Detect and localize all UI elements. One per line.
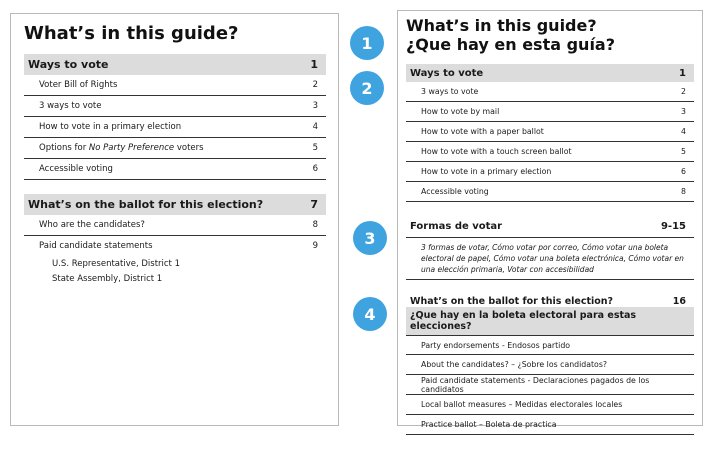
toc-item-page: 8 [312,219,318,230]
toc-item: About the candidates? – ¿Sobre los candidatos? [406,355,694,375]
toc-item [24,159,326,180]
toc-item-page: 5 [681,147,686,157]
right-guide-title-es: ¿Que hay en esta guía? [406,34,615,54]
toc-item-page: 6 [681,167,686,177]
left-section-ballot [24,194,326,215]
left-section-ways-to-vote [24,54,326,75]
toc-item-page: 2 [312,79,318,90]
toc-item-page: 5 [312,142,318,153]
toc-item-label: Accessible voting [39,163,113,174]
toc-item-label: Voter Bill of Rights [39,79,118,90]
step-badge-3: 3 [353,221,387,255]
section-label: What’s on the ballot for this election? [410,296,614,308]
toc-item [406,122,694,142]
step-badge-2: 2 [350,71,384,105]
toc-item-label [39,143,204,153]
toc-item-page: 6 [312,163,318,174]
toc-item-label-pre: Options for [39,142,89,153]
toc-item-page: 3 [312,100,318,111]
section-page: 1 [310,57,318,71]
section-label: Ways to vote [28,57,109,71]
original-guide-panel [10,13,339,426]
toc-item [24,96,326,117]
toc-item-label: How to vote in a primary election [39,121,182,132]
toc-item-label-post: voters [174,142,204,153]
toc-subitem: U.S. Representative, District 1 [52,259,180,270]
toc-item: Local ballot measures – Medidas electorales locales [406,395,694,415]
toc-item-label: Paid candidate statements [39,241,153,252]
toc-item-page: 8 [681,187,686,197]
toc-item-label: How to vote with a touch screen ballot [421,147,572,157]
toc-item [24,138,326,159]
toc-item [24,215,326,236]
section-page: 16 [672,296,686,308]
toc-item-label: Who are the candidates? [39,219,145,230]
toc-item-label: Accessible voting [421,187,489,197]
toc-subitem: State Assembly, District 1 [52,274,163,285]
toc-item [24,236,326,257]
section-page: 1 [679,67,686,79]
toc-item [24,117,326,138]
revised-guide-panel [397,10,703,430]
section-label: Ways to vote [410,67,484,79]
right-section-formas-de-votar [406,216,694,238]
toc-item-label: How to vote with a paper ballot [421,127,544,137]
toc-item-label: 3 ways to vote [421,87,479,97]
section-page: 7 [310,197,318,211]
toc-item-page: 9 [312,241,318,252]
left-guide-title: What’s in this guide? [24,23,239,44]
toc-item-page: 4 [312,121,318,132]
toc-item-label: How to vote in a primary election [421,167,552,177]
toc-item-label: 3 ways to vote [39,100,102,111]
section-label: Formas de votar [410,221,503,233]
toc-item [406,102,694,122]
right-section-ballot-es: ¿Que hay en la boleta electoral para estas elecciones? [406,307,694,335]
toc-item-page: 4 [681,127,686,137]
toc-item-label-emphasis: No Party Preference [88,142,175,153]
toc-item [24,75,326,96]
toc-item-page: 3 [681,107,686,117]
toc-item [406,182,694,202]
toc-item: Paid candidate statements - Declaraciones pagados de los candidatos [406,375,694,395]
toc-item: Party endorsements - Endosos partido [406,335,694,355]
right-section-ballot-en [406,294,694,307]
toc-item-page: 2 [681,87,686,97]
section-description: 3 formas de votar, Cómo votar por correo, Cómo votar una boleta electoral de papel, Cómo votar una boleta electrónica, Cómo votar en una elección primaria, Votar con accesibilidad [406,238,694,280]
step-badge-1: 1 [350,26,384,60]
toc-item: Practice ballot – Boleta de practica [406,415,694,435]
section-label: What’s on the ballot for this election? [28,197,264,211]
toc-item-label: How to vote by mail [421,107,500,117]
right-section-ways-to-vote [406,64,694,82]
right-guide-title-en: What’s in this guide? [406,16,597,35]
toc-item [406,162,694,182]
section-page: 9-15 [660,221,686,233]
toc-item [406,142,694,162]
step-badge-4: 4 [353,297,387,331]
toc-item [406,82,694,102]
